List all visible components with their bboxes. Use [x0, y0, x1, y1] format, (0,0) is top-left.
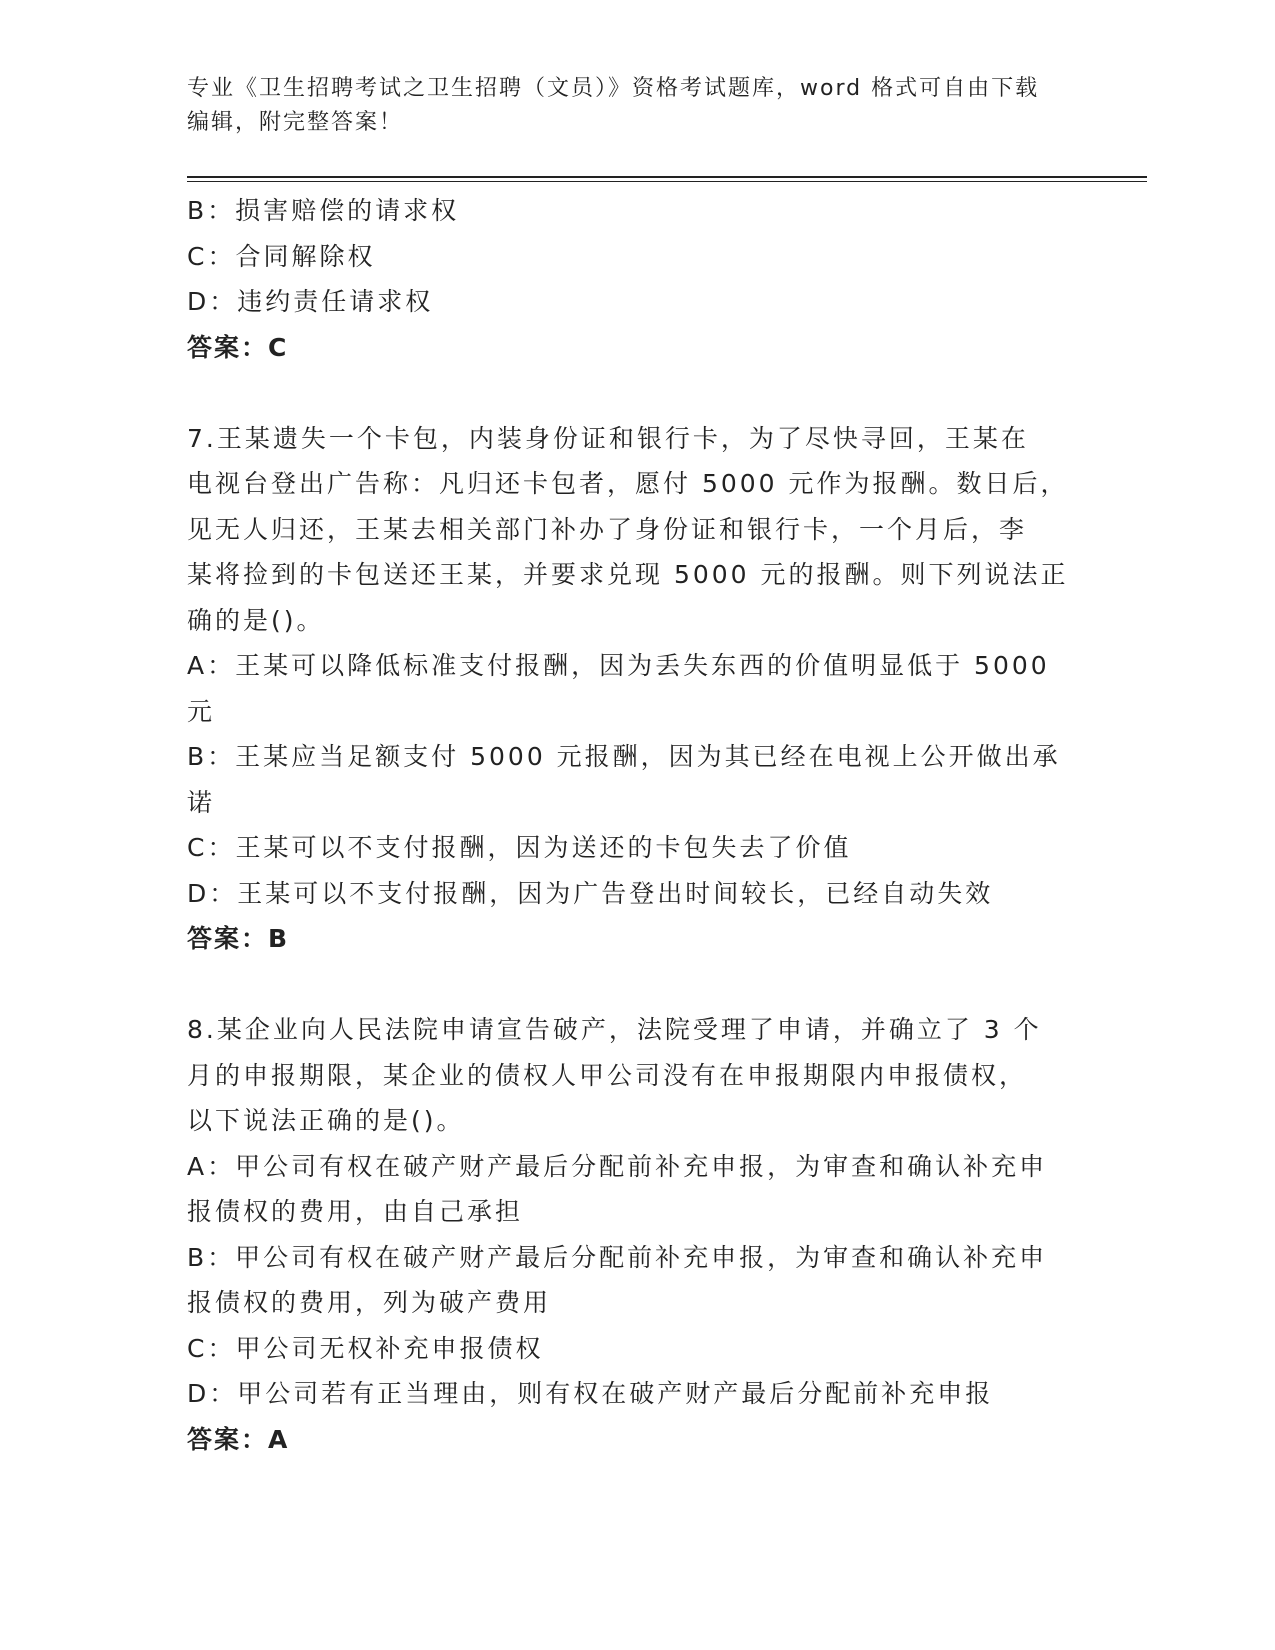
question-8 — [187, 1007, 1067, 1462]
spacer — [187, 962, 1067, 1008]
answer: 答案：C — [187, 332, 289, 362]
header-divider-thick — [187, 176, 1147, 178]
answer: 答案：B — [187, 924, 290, 953]
option-b: B：损害赔偿的请求权 — [187, 196, 460, 225]
question-stem-line: 见无人归还，王某去相关部门补办了身份证和银行卡，一个月后，李 — [187, 514, 1028, 544]
question-7 — [187, 416, 1067, 962]
option-a-continued: 元 — [187, 696, 216, 726]
option-b: B：甲公司有权在破产财产最后分配前补充申报，为审查和确认补充申 — [187, 1242, 1048, 1272]
question-stem-line: 某将捡到的卡包送还王某，并要求兑现 5000 元的报酬。则下列说法正 — [187, 560, 1069, 589]
option-d: D：甲公司若有正当理由，则有权在破产财产最后分配前补充申报 — [187, 1379, 994, 1408]
header-divider-thin — [187, 181, 1147, 182]
question-6-tail — [187, 188, 1067, 370]
document-header — [187, 72, 1067, 140]
header-line-2: 编辑，附完整答案！ — [187, 110, 404, 135]
option-c: C：合同解除权 — [187, 241, 376, 271]
answer: 答案：A — [187, 1424, 290, 1454]
spacer — [187, 370, 1067, 416]
option-d: D：违约责任请求权 — [187, 287, 434, 316]
option-b: B：王某应当足额支付 5000 元报酬，因为其已经在电视上公开做出承 — [187, 742, 1061, 771]
option-b-continued: 诺 — [187, 787, 216, 817]
question-stem-line: 以下说法正确的是()。 — [187, 1106, 465, 1135]
option-c: C：甲公司无权补充申报债权 — [187, 1333, 544, 1363]
question-stem-line: 8.某企业向人民法院申请宣告破产，法院受理了申请，并确立了 3 个 — [187, 1015, 1042, 1044]
question-stem-line: 确的是()。 — [187, 605, 325, 635]
option-a-continued: 报债权的费用，由自己承担 — [187, 1197, 524, 1226]
option-b-continued: 报债权的费用，列为破产费用 — [187, 1288, 552, 1317]
header-line-1: 专业《卫生招聘考试之卫生招聘（文员）》资格考试题库，word 格式可自由下载 — [187, 76, 1040, 101]
option-a: A：王某可以降低标准支付报酬，因为丢失东西的价值明显低于 5000 — [187, 651, 1050, 680]
option-d: D：王某可以不支付报酬，因为广告登出时间较长，已经自动失效 — [187, 878, 994, 908]
option-a: A：甲公司有权在破产财产最后分配前补充申报，为审查和确认补充申 — [187, 1151, 1048, 1181]
question-stem-line: 月的申报期限，某企业的债权人甲公司没有在申报期限内申报债权， — [187, 1060, 1028, 1090]
question-stem-line: 7.王某遗失一个卡包，内装身份证和银行卡，为了尽快寻回，王某在 — [187, 423, 1029, 453]
question-stem-line: 电视台登出广告称：凡归还卡包者，愿付 5000 元作为报酬。数日后， — [187, 469, 1069, 498]
question-content — [187, 188, 1067, 1462]
option-c: C：王某可以不支付报酬，因为送还的卡包失去了价值 — [187, 833, 852, 862]
